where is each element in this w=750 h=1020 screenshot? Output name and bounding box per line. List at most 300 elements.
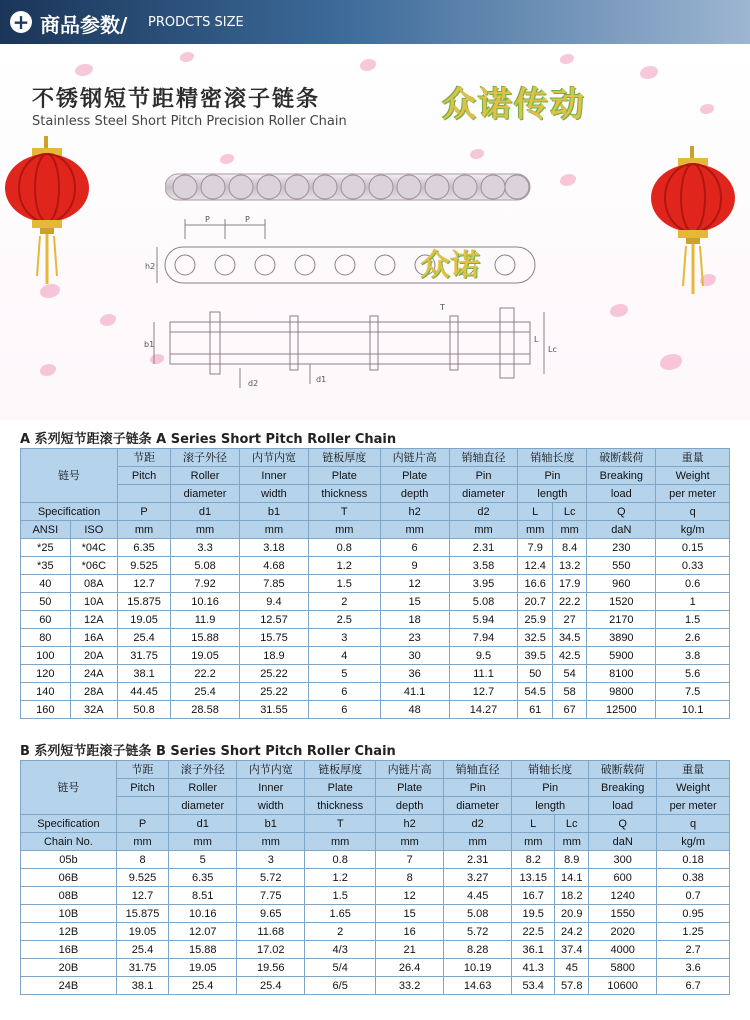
table-cell: 2 (305, 923, 376, 941)
table-cell: 12500 (587, 701, 656, 719)
table-cell: 15 (380, 593, 449, 611)
table-cell: 160 (21, 701, 71, 719)
table-cell: 2170 (587, 611, 656, 629)
table-cell: 0.8 (308, 539, 380, 557)
table-row (21, 557, 730, 575)
table-cell: 5.72 (237, 869, 305, 887)
table-header-cell: diameter (169, 797, 237, 815)
table-cell: 3.6 (657, 959, 730, 977)
table-cell: 140 (21, 683, 71, 701)
table-header-cell: mm (118, 521, 171, 539)
table-header-cell: q (657, 815, 730, 833)
table-cell: 11.1 (449, 665, 518, 683)
table-cell: 10.1 (656, 701, 730, 719)
table-header-cell: per meter (656, 485, 730, 503)
table-header-cell: Plate (305, 779, 376, 797)
table-cell: 7.92 (171, 575, 240, 593)
table-row (21, 905, 730, 923)
table-row (21, 575, 730, 593)
table-row (21, 851, 730, 869)
table-cell: 19.5 (512, 905, 555, 923)
table-cell: 1.5 (305, 887, 376, 905)
table-cell: 13.15 (512, 869, 555, 887)
table-cell: 40 (21, 575, 71, 593)
table-header-cell: Plate (380, 467, 449, 485)
table-cell: 80 (21, 629, 71, 647)
table-header-cell: ANSI (21, 521, 71, 539)
table-cell: 0.18 (657, 851, 730, 869)
table-cell: 39.5 (518, 647, 552, 665)
label-p: P (205, 215, 210, 224)
table-cell: 2020 (589, 923, 657, 941)
table-header-cell: Q (589, 815, 657, 833)
table-header-cell: 链板厚度 (308, 449, 380, 467)
table-cell: 12B (21, 923, 117, 941)
chain-no-header-b: 链号 (21, 761, 117, 815)
table-row (21, 959, 730, 977)
table-cell: 19.05 (118, 611, 171, 629)
table-header-cell: 链板厚度 (305, 761, 376, 779)
table-header-cell: 节距 (118, 449, 171, 467)
table-cell: 24.2 (555, 923, 589, 941)
brand-watermark: 众诺传动 (442, 85, 586, 125)
table-cell: 5.72 (444, 923, 512, 941)
table-cell: 42.5 (552, 647, 586, 665)
table-cell: 20.7 (518, 593, 552, 611)
table-header-cell: h2 (376, 815, 444, 833)
table-header-cell: 内节内宽 (240, 449, 309, 467)
table-header-cell: depth (380, 485, 449, 503)
table-cell: 14.63 (444, 977, 512, 995)
table-cell: 58 (552, 683, 586, 701)
table-cell: 27 (552, 611, 586, 629)
table-header-cell: q (656, 503, 730, 521)
table-row (21, 977, 730, 995)
table-header-cell: Chain No. (21, 833, 117, 851)
table-cell: 0.33 (656, 557, 730, 575)
table-cell: 57.8 (555, 977, 589, 995)
table-cell: 23 (380, 629, 449, 647)
table-cell: 45 (555, 959, 589, 977)
table-cell: 20A (70, 647, 117, 665)
table-header-cell: mm (376, 833, 444, 851)
table-cell: 5 (169, 851, 237, 869)
table-cell: 3 (237, 851, 305, 869)
table-row (21, 869, 730, 887)
table-cell: 12.7 (118, 575, 171, 593)
table-cell: 36 (380, 665, 449, 683)
table-cell: 1240 (589, 887, 657, 905)
table-cell: 10A (70, 593, 117, 611)
header-title-en: PRODCTS SIZE (148, 15, 244, 30)
table-cell: 1.25 (657, 923, 730, 941)
table-cell: 2 (308, 593, 380, 611)
table-cell: 06B (21, 869, 117, 887)
table-header-cell: Plate (376, 779, 444, 797)
table-cell: 10.19 (444, 959, 512, 977)
table-header-cell: mm (518, 521, 552, 539)
table-cell: 3.58 (449, 557, 518, 575)
table-cell: 54.5 (518, 683, 552, 701)
table-cell: 9.525 (116, 869, 168, 887)
table-header-cell: diameter (444, 797, 512, 815)
label-h2: h2 (145, 262, 156, 271)
table-cell: *04C (70, 539, 117, 557)
table-cell: 1550 (589, 905, 657, 923)
table-cell: 5.08 (171, 557, 240, 575)
table-header-cell: 销轴直径 (444, 761, 512, 779)
table-header-cell: P (118, 503, 171, 521)
table-cell: 120 (21, 665, 71, 683)
table-header-cell: Pitch (118, 467, 171, 485)
header-bar (0, 0, 750, 44)
table-cell: 3.95 (449, 575, 518, 593)
table-cell: 25.4 (118, 629, 171, 647)
table-header-cell: Pin (449, 467, 518, 485)
table-cell: 08B (21, 887, 117, 905)
table-header-cell: kg/m (656, 521, 730, 539)
table-cell: 2.5 (308, 611, 380, 629)
table-cell: 16.6 (518, 575, 552, 593)
table-cell: 15.88 (169, 941, 237, 959)
table-header-cell: Q (587, 503, 656, 521)
table-cell: 48 (380, 701, 449, 719)
table-cell: 25.4 (171, 683, 240, 701)
table-cell: 0.6 (656, 575, 730, 593)
table-cell: 05b (21, 851, 117, 869)
table-cell: 3.3 (171, 539, 240, 557)
table-cell: 7.9 (518, 539, 552, 557)
table-row (21, 683, 730, 701)
table-header-cell: Pitch (116, 779, 168, 797)
table-cell: 7.75 (237, 887, 305, 905)
table-cell: 6/5 (305, 977, 376, 995)
table-cell: 18.2 (555, 887, 589, 905)
table-cell: 9.65 (237, 905, 305, 923)
table-cell: 25.9 (518, 611, 552, 629)
table-cell: 9.4 (240, 593, 309, 611)
table-header-cell: 销轴直径 (449, 449, 518, 467)
table-cell: 34.5 (552, 629, 586, 647)
table-cell: 10600 (589, 977, 657, 995)
table-header-cell: Roller (171, 467, 240, 485)
table-cell: 12 (376, 887, 444, 905)
table-header-cell: mm (305, 833, 376, 851)
table-header-cell: mm (444, 833, 512, 851)
table-header-cell: Pin (518, 467, 587, 485)
table-a-body (21, 539, 730, 719)
product-hero (0, 44, 750, 420)
table-row (21, 941, 730, 959)
table-cell: 10.16 (171, 593, 240, 611)
table-header-cell: mm (449, 521, 518, 539)
table-header-cell: mm (169, 833, 237, 851)
table-cell: 25.4 (116, 941, 168, 959)
table-header-cell: Lc (552, 503, 586, 521)
table-cell: 44.45 (118, 683, 171, 701)
table-cell: 0.38 (657, 869, 730, 887)
table-header-cell: Inner (240, 467, 309, 485)
table-a-title: A 系列短节距滚子链条 A Series Short Pitch Roller Chain (20, 432, 397, 447)
table-cell: 0.8 (305, 851, 376, 869)
table-cell: 28A (70, 683, 117, 701)
table-cell: 20B (21, 959, 117, 977)
table-cell: 13.2 (552, 557, 586, 575)
table-cell: 10B (21, 905, 117, 923)
table-cell: 22.5 (512, 923, 555, 941)
table-header-cell: mm (240, 521, 309, 539)
table-cell: 21 (376, 941, 444, 959)
table-cell: 3.18 (240, 539, 309, 557)
table-cell: 32A (70, 701, 117, 719)
brand-watermark-small: 众诺 (420, 248, 480, 283)
table-cell: 6.35 (169, 869, 237, 887)
table-b-body (21, 851, 730, 995)
table-cell: 15.75 (240, 629, 309, 647)
table-cell: 2.31 (444, 851, 512, 869)
table-header-cell: diameter (171, 485, 240, 503)
table-cell: 8.51 (169, 887, 237, 905)
chain-no-header: 链号 (21, 449, 118, 503)
table-header-cell: d2 (444, 815, 512, 833)
lantern-left-icon (4, 136, 90, 286)
label-p-2: P (245, 215, 250, 224)
table-cell: 25.22 (240, 683, 309, 701)
table-cell: *35 (21, 557, 71, 575)
table-cell: 2.7 (657, 941, 730, 959)
header-title-cn: 商品参数/ (40, 13, 128, 37)
table-header-cell: Inner (237, 779, 305, 797)
table-header-cell (118, 485, 171, 503)
table-header-cell: 重量 (657, 761, 730, 779)
table-cell: 1.5 (308, 575, 380, 593)
table-header-cell: depth (376, 797, 444, 815)
table-cell: 2.31 (449, 539, 518, 557)
table-cell: 16A (70, 629, 117, 647)
table-cell: 15.875 (118, 593, 171, 611)
table-cell: 9800 (587, 683, 656, 701)
table-header-cell: mm (308, 521, 380, 539)
table-header-cell: 销轴长度 (512, 761, 589, 779)
table-cell: 22.2 (552, 593, 586, 611)
table-cell: 38.1 (118, 665, 171, 683)
table-cell: 31.75 (116, 959, 168, 977)
table-cell: 7.5 (656, 683, 730, 701)
table-cell: 3.27 (444, 869, 512, 887)
table-header-cell: Specification (21, 815, 117, 833)
table-cell: 33.2 (376, 977, 444, 995)
table-cell: *25 (21, 539, 71, 557)
table-cell: 50.8 (118, 701, 171, 719)
table-cell: 20.9 (555, 905, 589, 923)
table-header-cell: h2 (380, 503, 449, 521)
label-lc: Lc (548, 345, 557, 354)
table-cell: 41.1 (380, 683, 449, 701)
table-header-cell: mm (380, 521, 449, 539)
table-cell: 8 (116, 851, 168, 869)
table-header-cell: daN (587, 521, 656, 539)
table-header-cell: diameter (449, 485, 518, 503)
table-cell: 31.55 (240, 701, 309, 719)
table-cell: 24B (21, 977, 117, 995)
table-cell: 6.7 (657, 977, 730, 995)
table-row (21, 665, 730, 683)
table-row (21, 611, 730, 629)
table-cell: 5.6 (656, 665, 730, 683)
table-cell: 24A (70, 665, 117, 683)
table-cell: 25.4 (169, 977, 237, 995)
table-header-cell: d2 (449, 503, 518, 521)
table-cell: 17.02 (237, 941, 305, 959)
lantern-right-icon (650, 146, 736, 296)
table-cell: 12.7 (116, 887, 168, 905)
table-row (21, 701, 730, 719)
table-cell: 5800 (589, 959, 657, 977)
chain-photo-illustration (165, 162, 535, 212)
chain-top-view-drawing (140, 302, 560, 394)
table-header-cell: 内节内宽 (237, 761, 305, 779)
table-cell: 26.4 (376, 959, 444, 977)
table-cell: 08A (70, 575, 117, 593)
table-cell: 18 (380, 611, 449, 629)
table-header-cell: Roller (169, 779, 237, 797)
table-header-cell: mm (237, 833, 305, 851)
table-header-cell: daN (589, 833, 657, 851)
table-cell: 37.4 (555, 941, 589, 959)
table-header-cell: 破断载荷 (589, 761, 657, 779)
table-cell: 12.7 (449, 683, 518, 701)
table-header-cell: 内链片高 (380, 449, 449, 467)
product-title-en: Stainless Steel Short Pitch Precision Roller Chain (32, 114, 347, 129)
table-cell: 4000 (589, 941, 657, 959)
table-cell: 600 (589, 869, 657, 887)
table-cell: 18.9 (240, 647, 309, 665)
table-row (21, 593, 730, 611)
table-cell: 0.7 (657, 887, 730, 905)
table-cell: 11.68 (237, 923, 305, 941)
product-title-cn: 不锈钢短节距精密滚子链条 (32, 87, 321, 112)
table-cell: 2.6 (656, 629, 730, 647)
table-cell: 3 (308, 629, 380, 647)
table-cell: 12.4 (518, 557, 552, 575)
table-cell: 4 (308, 647, 380, 665)
table-cell: 19.05 (171, 647, 240, 665)
table-cell: 38.1 (116, 977, 168, 995)
table-header-cell: 滚子外径 (169, 761, 237, 779)
table-cell: 3890 (587, 629, 656, 647)
table-cell: 1.65 (305, 905, 376, 923)
table-header-cell: Breaking (587, 467, 656, 485)
label-t: T (440, 303, 445, 312)
table-cell: 67 (552, 701, 586, 719)
table-cell: 3.8 (656, 647, 730, 665)
table-cell: 16B (21, 941, 117, 959)
table-cell: 14.1 (555, 869, 589, 887)
table-cell: 17.9 (552, 575, 586, 593)
table-header-cell: thickness (308, 485, 380, 503)
table-header-cell: Specification (21, 503, 118, 521)
table-cell: 1.5 (656, 611, 730, 629)
table-header-cell: load (587, 485, 656, 503)
table-cell: 960 (587, 575, 656, 593)
table-cell: 32.5 (518, 629, 552, 647)
table-header-cell: width (237, 797, 305, 815)
table-cell: 14.27 (449, 701, 518, 719)
table-cell: 12.57 (240, 611, 309, 629)
table-cell: 19.05 (169, 959, 237, 977)
table-row (21, 923, 730, 941)
table-header-cell: 内链片高 (376, 761, 444, 779)
table-header-cell: T (305, 815, 376, 833)
chain-side-view-drawing (145, 209, 555, 299)
table-row (21, 629, 730, 647)
table-cell: 7.85 (240, 575, 309, 593)
table-cell: 50 (21, 593, 71, 611)
table-header-cell (116, 797, 168, 815)
table-header-cell: length (518, 485, 587, 503)
table-header-cell: mm (116, 833, 168, 851)
table-cell: 28.58 (171, 701, 240, 719)
table-cell: 550 (587, 557, 656, 575)
table-cell: 11.9 (171, 611, 240, 629)
table-cell: 0.95 (657, 905, 730, 923)
table-cell: 230 (587, 539, 656, 557)
table-header-cell: b1 (237, 815, 305, 833)
table-cell: 1.2 (308, 557, 380, 575)
table-cell: 8.28 (444, 941, 512, 959)
table-header-cell: L (512, 815, 555, 833)
table-header-cell: T (308, 503, 380, 521)
table-cell: 22.2 (171, 665, 240, 683)
table-cell: 5/4 (305, 959, 376, 977)
table-cell: 15 (376, 905, 444, 923)
table-header-cell: 重量 (656, 449, 730, 467)
table-cell: 36.1 (512, 941, 555, 959)
table-cell: 50 (518, 665, 552, 683)
table-header-cell: thickness (305, 797, 376, 815)
table-cell: 5.08 (449, 593, 518, 611)
table-row (21, 887, 730, 905)
table-cell: 7 (376, 851, 444, 869)
table-header-cell: width (240, 485, 309, 503)
table-header-cell: Plate (308, 467, 380, 485)
table-cell: 19.05 (116, 923, 168, 941)
table-cell: 9 (380, 557, 449, 575)
table-header-cell: mm (555, 833, 589, 851)
table-header-cell: Weight (657, 779, 730, 797)
table-header-cell: d1 (169, 815, 237, 833)
table-header-cell: 节距 (116, 761, 168, 779)
table-cell: 41.3 (512, 959, 555, 977)
table-cell: 8.9 (555, 851, 589, 869)
table-cell: 15.875 (116, 905, 168, 923)
label-d1: d1 (316, 375, 327, 384)
table-cell: 30 (380, 647, 449, 665)
table-cell: 8.4 (552, 539, 586, 557)
table-cell: 1 (656, 593, 730, 611)
table-cell: 4.68 (240, 557, 309, 575)
table-cell: 100 (21, 647, 71, 665)
plus-icon: + (10, 11, 32, 33)
table-cell: 25.4 (237, 977, 305, 995)
table-cell: 1.2 (305, 869, 376, 887)
table-cell: 7.94 (449, 629, 518, 647)
table-cell: 5.08 (444, 905, 512, 923)
table-cell: 5 (308, 665, 380, 683)
table-cell: 4.45 (444, 887, 512, 905)
table-cell: 10.16 (169, 905, 237, 923)
table-row (21, 647, 730, 665)
